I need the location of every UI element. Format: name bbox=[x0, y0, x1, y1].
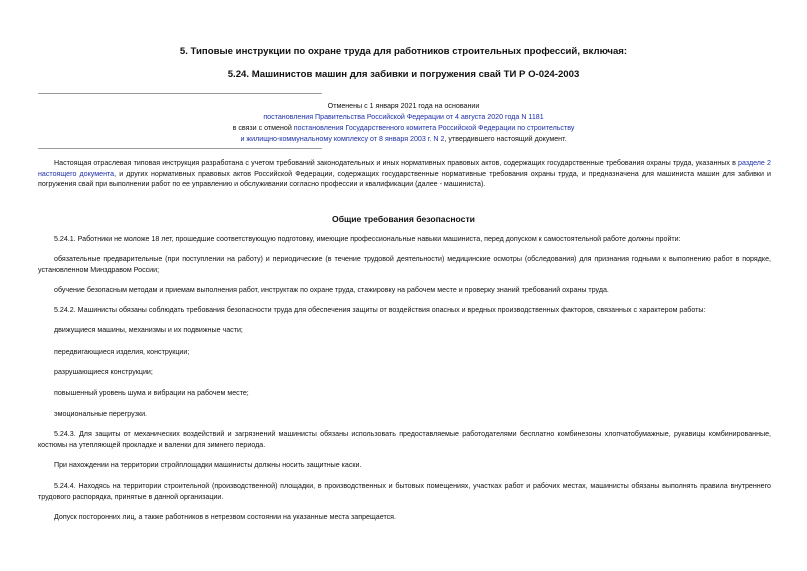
notice-prefix: в связи с отменой bbox=[232, 124, 294, 132]
paragraph: 5.24.2. Машинисты обязаны соблюдать требования безопасности труда для обеспечения защиты от воздействия опасных и вредных производственных факторов, связанных с характером работы: bbox=[54, 306, 706, 314]
paragraph: 5.24.1. Работники не моложе 18 лет, прошедшие соответствующую подготовку, имеющие профессиональные навыки машиниста, перед допуском к самостоятельной работе должны пройти: bbox=[54, 235, 681, 243]
list-item: движущиеся машины, механизмы и их подвижные части; bbox=[54, 326, 243, 334]
gosstroy-decree-link[interactable]: постановления Государственного комитета Российской Федерации по строительству bbox=[293, 124, 575, 132]
document-title: 5. Типовые инструкции по охране труда для работников строительных профессий, включая: bbox=[179, 46, 628, 57]
document-subtitle: 5.24. Машинистов машин для забивки и погружения свай ТИ Р О-024-2003 bbox=[227, 69, 580, 80]
list-item: эмоциональные перегрузки. bbox=[54, 410, 148, 418]
repeal-notice-line bbox=[0, 123, 807, 134]
intro-text-continued: , и других нормативных правовых актов Российской Федерации, содержащих государственные нормативные требования охраны труда, и предназначена для машиниста машин для забивки и погружения свай при выполнении работ по ее управлению и обслуживании согласно профессии и квалификации (далее - машиниста). bbox=[38, 169, 771, 189]
section-2-link[interactable]: разделе 2 настоящего документа bbox=[38, 159, 771, 178]
repeal-notice-line bbox=[0, 112, 807, 123]
list-item: передвигающиеся изделия, конструкции; bbox=[54, 348, 190, 356]
divider-top bbox=[38, 93, 322, 94]
list-item: повышенный уровень шума и вибрации на рабочем месте; bbox=[54, 389, 249, 397]
repeal-notice-line: Отменены с 1 января 2021 года на основании bbox=[327, 102, 480, 110]
paragraph: обучение безопасным методам и приемам выполнения работ, инструктаж по охране труда, стажировку на рабочем месте и проверку знаний требований охраны труда. bbox=[54, 286, 609, 294]
paragraph: 5.24.4. Находясь на территории строительной (производственной) площадки, в производственных и бытовых помещениях, участках работ и рабочих местах, машинисты обязаны выполнять правила внутреннего трудового распорядка, принятые в данной организации. bbox=[38, 482, 771, 501]
divider-bottom bbox=[38, 148, 322, 149]
notice-suffix: , утвердившего настоящий документ. bbox=[444, 135, 567, 143]
paragraph: 5.24.3. Для защиты от механических воздействий и загрязнений машинисты обязаны использовать предоставляемые работодателями бесплатно комбинезоны хлопчатобумажные, рукавицы комбинированные, костюмы на утепляющей прокладке и валенки для зимнего периода. bbox=[38, 430, 771, 449]
intro-paragraph bbox=[38, 158, 771, 190]
gosstroy-decree-link-continued[interactable]: и жилищно-коммунальному комплексу от 8 января 2003 г. N 2 bbox=[240, 135, 445, 143]
paragraph: обязательные предварительные (при поступлении на работу) и периодические (в течение трудовой деятельности) медицинские осмотры (обследования) для признания годными к выполнению работ в порядке, установленном Минздравом России; bbox=[38, 255, 771, 274]
paragraph: При нахождении на территории стройплощадки машинисты должны носить защитные каски. bbox=[54, 461, 362, 469]
list-item: разрушающиеся конструкции; bbox=[54, 368, 153, 376]
intro-text: Настоящая отраслевая типовая инструкция разработана с учетом требований законодательных и иных нормативных правовых актов, содержащих государственные требования охраны труда, указанных в bbox=[54, 159, 739, 167]
paragraph: Допуск посторонних лиц, а также работников в нетрезвом состоянии на указанные места запрещается. bbox=[54, 513, 396, 521]
repeal-notice-line bbox=[0, 134, 807, 145]
section-title: Общие требования безопасности bbox=[332, 214, 475, 224]
government-decree-link[interactable]: постановления Правительства Российской Федерации от 4 августа 2020 года N 1181 bbox=[263, 113, 544, 121]
